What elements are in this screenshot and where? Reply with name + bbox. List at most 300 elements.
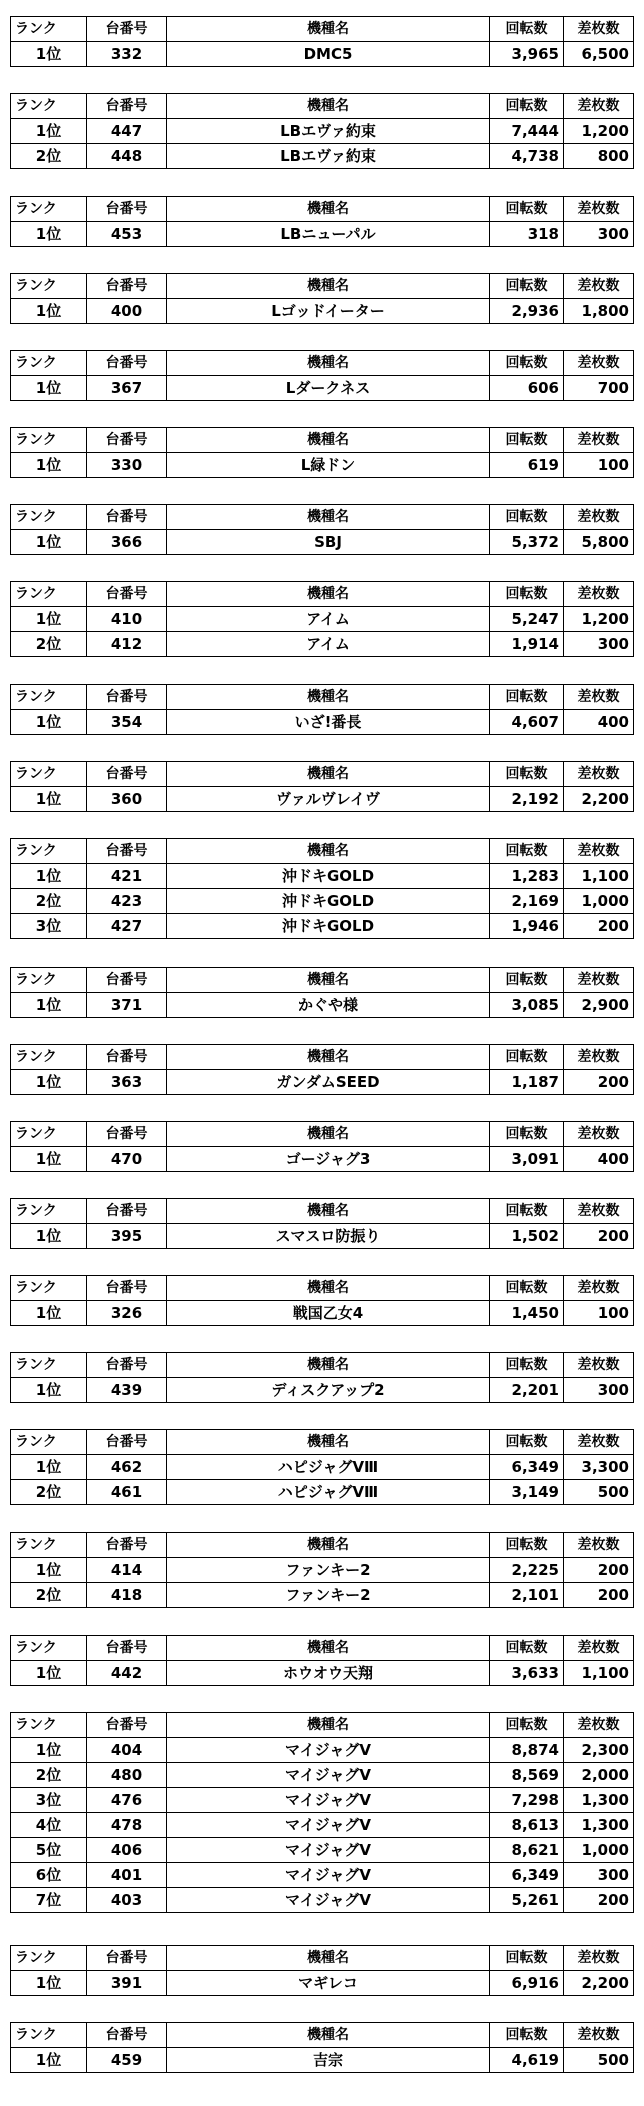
- table-row: [11, 530, 634, 555]
- table-header-row: [11, 17, 634, 42]
- table-row: [11, 787, 634, 812]
- table-row: [11, 1838, 634, 1863]
- header-diff-coins: 差枚数: [564, 1636, 634, 1661]
- header-machine-name: 機種名: [167, 1533, 490, 1558]
- spins-cell: 7,298: [490, 1788, 564, 1813]
- rank-cell: 1位: [11, 1971, 87, 1996]
- table-row: [11, 1763, 634, 1788]
- table-row: [11, 864, 634, 889]
- table-row: [11, 1378, 634, 1403]
- ranking-table: [10, 1121, 634, 1172]
- rank-cell: 2位: [11, 144, 87, 169]
- machine-name-cell: アイム: [167, 607, 490, 632]
- header-unit-number: 台番号: [87, 1636, 167, 1661]
- header-spins: 回転数: [490, 197, 564, 222]
- spins-cell: 5,372: [490, 530, 564, 555]
- rank-cell: 2位: [11, 1763, 87, 1788]
- table-header-row: [11, 1199, 634, 1224]
- header-machine-name: 機種名: [167, 685, 490, 710]
- table-row: [11, 42, 634, 67]
- rank-cell: 1位: [11, 864, 87, 889]
- header-diff-coins: 差枚数: [564, 1276, 634, 1301]
- header-spins: 回転数: [490, 1199, 564, 1224]
- ranking-table: [10, 1635, 634, 1686]
- diff-coins-cell: 2,200: [564, 1971, 634, 1996]
- header-spins: 回転数: [490, 1533, 564, 1558]
- header-rank: ランク: [11, 2023, 87, 2048]
- header-machine-name: 機種名: [167, 839, 490, 864]
- rank-cell: 1位: [11, 1738, 87, 1763]
- header-spins: 回転数: [490, 1276, 564, 1301]
- diff-coins-cell: 2,200: [564, 787, 634, 812]
- table-row: [11, 1738, 634, 1763]
- header-diff-coins: 差枚数: [564, 351, 634, 376]
- ranking-table: [10, 93, 634, 169]
- unit-number-cell: 414: [87, 1558, 167, 1583]
- machine-name-cell: ホウオウ天翔: [167, 1661, 490, 1686]
- header-diff-coins: 差枚数: [564, 1045, 634, 1070]
- header-rank: ランク: [11, 1636, 87, 1661]
- header-diff-coins: 差枚数: [564, 582, 634, 607]
- table-row: [11, 222, 634, 247]
- unit-number-cell: 470: [87, 1147, 167, 1172]
- table-row: [11, 144, 634, 169]
- spins-cell: 2,101: [490, 1583, 564, 1608]
- machine-name-cell: DMC5: [167, 42, 490, 67]
- table-row: [11, 1863, 634, 1888]
- header-unit-number: 台番号: [87, 582, 167, 607]
- rank-cell: 1位: [11, 222, 87, 247]
- header-spins: 回転数: [490, 2023, 564, 2048]
- unit-number-cell: 401: [87, 1863, 167, 1888]
- spins-cell: 7,444: [490, 119, 564, 144]
- ranking-table: [10, 967, 634, 1018]
- machine-name-cell: いざ!番長: [167, 710, 490, 735]
- table-row: [11, 1888, 634, 1913]
- header-diff-coins: 差枚数: [564, 1353, 634, 1378]
- header-machine-name: 機種名: [167, 1713, 490, 1738]
- ranking-table: [10, 684, 634, 735]
- spins-cell: 606: [490, 376, 564, 401]
- ranking-table: [10, 761, 634, 812]
- unit-number-cell: 410: [87, 607, 167, 632]
- rank-cell: 1位: [11, 1558, 87, 1583]
- machine-name-cell: 沖ドキGOLD: [167, 889, 490, 914]
- header-unit-number: 台番号: [87, 685, 167, 710]
- header-spins: 回転数: [490, 505, 564, 530]
- table-header-row: [11, 505, 634, 530]
- header-machine-name: 機種名: [167, 505, 490, 530]
- header-unit-number: 台番号: [87, 1533, 167, 1558]
- unit-number-cell: 462: [87, 1455, 167, 1480]
- table-row: [11, 710, 634, 735]
- rank-cell: 1位: [11, 376, 87, 401]
- ranking-table: [10, 1945, 634, 1996]
- diff-coins-cell: 1,800: [564, 299, 634, 324]
- rank-cell: 2位: [11, 889, 87, 914]
- diff-coins-cell: 1,000: [564, 1838, 634, 1863]
- machine-name-cell: 戦国乙女4: [167, 1301, 490, 1326]
- ranking-table: [10, 504, 634, 555]
- header-unit-number: 台番号: [87, 505, 167, 530]
- header-unit-number: 台番号: [87, 1122, 167, 1147]
- rank-cell: 1位: [11, 2048, 87, 2073]
- table-row: [11, 993, 634, 1018]
- table-row: [11, 119, 634, 144]
- machine-name-cell: ガンダムSEED: [167, 1070, 490, 1095]
- table-header-row: [11, 351, 634, 376]
- diff-coins-cell: 200: [564, 1583, 634, 1608]
- unit-number-cell: 412: [87, 632, 167, 657]
- table-header-row: [11, 2023, 634, 2048]
- machine-name-cell: ハピジャグVⅢ: [167, 1480, 490, 1505]
- table-header-row: [11, 1045, 634, 1070]
- header-machine-name: 機種名: [167, 762, 490, 787]
- header-unit-number: 台番号: [87, 762, 167, 787]
- header-rank: ランク: [11, 685, 87, 710]
- rank-cell: 1位: [11, 787, 87, 812]
- unit-number-cell: 476: [87, 1788, 167, 1813]
- header-diff-coins: 差枚数: [564, 2023, 634, 2048]
- diff-coins-cell: 1,200: [564, 119, 634, 144]
- spins-cell: 5,261: [490, 1888, 564, 1913]
- machine-name-cell: Lダークネス: [167, 376, 490, 401]
- header-rank: ランク: [11, 1199, 87, 1224]
- unit-number-cell: 447: [87, 119, 167, 144]
- ranking-table: [10, 427, 634, 478]
- header-rank: ランク: [11, 197, 87, 222]
- rank-cell: 2位: [11, 1480, 87, 1505]
- unit-number-cell: 403: [87, 1888, 167, 1913]
- diff-coins-cell: 400: [564, 1147, 634, 1172]
- ranking-table: [10, 1712, 634, 1913]
- rank-cell: 1位: [11, 607, 87, 632]
- diff-coins-cell: 300: [564, 1863, 634, 1888]
- unit-number-cell: 448: [87, 144, 167, 169]
- diff-coins-cell: 500: [564, 2048, 634, 2073]
- header-rank: ランク: [11, 1533, 87, 1558]
- table-header-row: [11, 1636, 634, 1661]
- header-diff-coins: 差枚数: [564, 1199, 634, 1224]
- spins-cell: 3,149: [490, 1480, 564, 1505]
- unit-number-cell: 459: [87, 2048, 167, 2073]
- unit-number-cell: 400: [87, 299, 167, 324]
- spins-cell: 8,613: [490, 1813, 564, 1838]
- diff-coins-cell: 6,500: [564, 42, 634, 67]
- table-row: [11, 914, 634, 939]
- header-machine-name: 機種名: [167, 94, 490, 119]
- rank-cell: 1位: [11, 1455, 87, 1480]
- unit-number-cell: 371: [87, 993, 167, 1018]
- diff-coins-cell: 1,300: [564, 1813, 634, 1838]
- table-row: [11, 1558, 634, 1583]
- ranking-table: [10, 1532, 634, 1608]
- spins-cell: 5,247: [490, 607, 564, 632]
- table-header-row: [11, 1276, 634, 1301]
- diff-coins-cell: 200: [564, 1888, 634, 1913]
- table-row: [11, 889, 634, 914]
- rank-cell: 1位: [11, 453, 87, 478]
- diff-coins-cell: 1,100: [564, 864, 634, 889]
- header-unit-number: 台番号: [87, 428, 167, 453]
- unit-number-cell: 418: [87, 1583, 167, 1608]
- table-header-row: [11, 685, 634, 710]
- unit-number-cell: 478: [87, 1813, 167, 1838]
- rank-cell: 1位: [11, 1070, 87, 1095]
- header-spins: 回転数: [490, 274, 564, 299]
- header-machine-name: 機種名: [167, 428, 490, 453]
- rank-cell: 4位: [11, 1813, 87, 1838]
- header-spins: 回転数: [490, 1045, 564, 1070]
- header-machine-name: 機種名: [167, 582, 490, 607]
- rank-cell: 2位: [11, 1583, 87, 1608]
- header-spins: 回転数: [490, 582, 564, 607]
- ranking-table: [10, 1429, 634, 1505]
- rank-cell: 1位: [11, 710, 87, 735]
- unit-number-cell: 439: [87, 1378, 167, 1403]
- machine-name-cell: マイジャグV: [167, 1863, 490, 1888]
- header-rank: ランク: [11, 94, 87, 119]
- table-header-row: [11, 428, 634, 453]
- diff-coins-cell: 200: [564, 1224, 634, 1249]
- header-unit-number: 台番号: [87, 351, 167, 376]
- unit-number-cell: 453: [87, 222, 167, 247]
- unit-number-cell: 360: [87, 787, 167, 812]
- header-spins: 回転数: [490, 1353, 564, 1378]
- header-unit-number: 台番号: [87, 968, 167, 993]
- table-header-row: [11, 1713, 634, 1738]
- header-diff-coins: 差枚数: [564, 94, 634, 119]
- header-unit-number: 台番号: [87, 2023, 167, 2048]
- diff-coins-cell: 200: [564, 1558, 634, 1583]
- rank-cell: 6位: [11, 1863, 87, 1888]
- header-rank: ランク: [11, 839, 87, 864]
- rank-cell: 1位: [11, 1661, 87, 1686]
- header-machine-name: 機種名: [167, 1430, 490, 1455]
- spins-cell: 8,621: [490, 1838, 564, 1863]
- spins-cell: 2,169: [490, 889, 564, 914]
- machine-name-cell: ファンキー2: [167, 1558, 490, 1583]
- spins-cell: 6,916: [490, 1971, 564, 1996]
- rank-cell: 2位: [11, 632, 87, 657]
- diff-coins-cell: 2,000: [564, 1763, 634, 1788]
- table-header-row: [11, 839, 634, 864]
- spins-cell: 4,738: [490, 144, 564, 169]
- diff-coins-cell: 1,200: [564, 607, 634, 632]
- header-diff-coins: 差枚数: [564, 762, 634, 787]
- machine-name-cell: マイジャグV: [167, 1788, 490, 1813]
- header-spins: 回転数: [490, 94, 564, 119]
- header-spins: 回転数: [490, 17, 564, 42]
- header-diff-coins: 差枚数: [564, 1430, 634, 1455]
- diff-coins-cell: 1,100: [564, 1661, 634, 1686]
- ranking-table: [10, 1275, 634, 1326]
- unit-number-cell: 354: [87, 710, 167, 735]
- rank-cell: 3位: [11, 914, 87, 939]
- diff-coins-cell: 1,300: [564, 1788, 634, 1813]
- table-header-row: [11, 762, 634, 787]
- diff-coins-cell: 2,300: [564, 1738, 634, 1763]
- header-machine-name: 機種名: [167, 1636, 490, 1661]
- machine-name-cell: ゴージャグ3: [167, 1147, 490, 1172]
- rank-cell: 1位: [11, 993, 87, 1018]
- header-unit-number: 台番号: [87, 197, 167, 222]
- rank-cell: 3位: [11, 1788, 87, 1813]
- spins-cell: 4,607: [490, 710, 564, 735]
- table-header-row: [11, 1122, 634, 1147]
- unit-number-cell: 423: [87, 889, 167, 914]
- table-row: [11, 1301, 634, 1326]
- header-spins: 回転数: [490, 1713, 564, 1738]
- header-unit-number: 台番号: [87, 17, 167, 42]
- header-diff-coins: 差枚数: [564, 685, 634, 710]
- machine-name-cell: 吉宗: [167, 2048, 490, 2073]
- unit-number-cell: 367: [87, 376, 167, 401]
- diff-coins-cell: 800: [564, 144, 634, 169]
- header-diff-coins: 差枚数: [564, 505, 634, 530]
- table-row: [11, 453, 634, 478]
- spins-cell: 1,914: [490, 632, 564, 657]
- header-spins: 回転数: [490, 1122, 564, 1147]
- spins-cell: 6,349: [490, 1455, 564, 1480]
- table-row: [11, 1147, 634, 1172]
- spins-cell: 1,187: [490, 1070, 564, 1095]
- header-unit-number: 台番号: [87, 94, 167, 119]
- machine-name-cell: SBJ: [167, 530, 490, 555]
- rank-cell: 7位: [11, 1888, 87, 1913]
- table-row: [11, 1788, 634, 1813]
- header-diff-coins: 差枚数: [564, 1946, 634, 1971]
- header-diff-coins: 差枚数: [564, 968, 634, 993]
- header-machine-name: 機種名: [167, 351, 490, 376]
- header-unit-number: 台番号: [87, 274, 167, 299]
- diff-coins-cell: 700: [564, 376, 634, 401]
- table-row: [11, 1480, 634, 1505]
- machine-name-cell: ファンキー2: [167, 1583, 490, 1608]
- table-row: [11, 299, 634, 324]
- unit-number-cell: 366: [87, 530, 167, 555]
- ranking-table: [10, 273, 634, 324]
- diff-coins-cell: 300: [564, 632, 634, 657]
- rank-cell: 1位: [11, 1224, 87, 1249]
- ranking-table: [10, 196, 634, 247]
- header-machine-name: 機種名: [167, 968, 490, 993]
- machine-name-cell: ハピジャグVⅢ: [167, 1455, 490, 1480]
- spins-cell: 1,283: [490, 864, 564, 889]
- spins-cell: 1,450: [490, 1301, 564, 1326]
- table-header-row: [11, 1533, 634, 1558]
- spins-cell: 3,091: [490, 1147, 564, 1172]
- table-row: [11, 1661, 634, 1686]
- header-unit-number: 台番号: [87, 1946, 167, 1971]
- rank-cell: 1位: [11, 1147, 87, 1172]
- header-diff-coins: 差枚数: [564, 274, 634, 299]
- table-header-row: [11, 582, 634, 607]
- machine-name-cell: マイジャグV: [167, 1888, 490, 1913]
- header-spins: 回転数: [490, 1946, 564, 1971]
- diff-coins-cell: 300: [564, 222, 634, 247]
- header-spins: 回転数: [490, 428, 564, 453]
- header-rank: ランク: [11, 1713, 87, 1738]
- diff-coins-cell: 200: [564, 914, 634, 939]
- unit-number-cell: 332: [87, 42, 167, 67]
- header-rank: ランク: [11, 762, 87, 787]
- header-diff-coins: 差枚数: [564, 1122, 634, 1147]
- unit-number-cell: 363: [87, 1070, 167, 1095]
- unit-number-cell: 391: [87, 1971, 167, 1996]
- header-machine-name: 機種名: [167, 1122, 490, 1147]
- diff-coins-cell: 2,900: [564, 993, 634, 1018]
- header-spins: 回転数: [490, 1636, 564, 1661]
- machine-name-cell: かぐや様: [167, 993, 490, 1018]
- spins-cell: 3,085: [490, 993, 564, 1018]
- machine-name-cell: Lゴッドイーター: [167, 299, 490, 324]
- table-header-row: [11, 1946, 634, 1971]
- spins-cell: 619: [490, 453, 564, 478]
- header-rank: ランク: [11, 505, 87, 530]
- header-diff-coins: 差枚数: [564, 197, 634, 222]
- unit-number-cell: 395: [87, 1224, 167, 1249]
- table-header-row: [11, 274, 634, 299]
- table-row: [11, 1224, 634, 1249]
- machine-name-cell: マイジャグV: [167, 1838, 490, 1863]
- header-rank: ランク: [11, 428, 87, 453]
- table-header-row: [11, 1430, 634, 1455]
- spins-cell: 2,201: [490, 1378, 564, 1403]
- header-unit-number: 台番号: [87, 1276, 167, 1301]
- header-unit-number: 台番号: [87, 1045, 167, 1070]
- ranking-table: [10, 16, 634, 67]
- header-spins: 回転数: [490, 839, 564, 864]
- spins-cell: 2,225: [490, 1558, 564, 1583]
- machine-name-cell: マイジャグV: [167, 1813, 490, 1838]
- table-header-row: [11, 1353, 634, 1378]
- header-unit-number: 台番号: [87, 1430, 167, 1455]
- machine-name-cell: ディスクアップ2: [167, 1378, 490, 1403]
- header-machine-name: 機種名: [167, 197, 490, 222]
- header-rank: ランク: [11, 1430, 87, 1455]
- header-spins: 回転数: [490, 1430, 564, 1455]
- spins-cell: 3,633: [490, 1661, 564, 1686]
- unit-number-cell: 421: [87, 864, 167, 889]
- table-row: [11, 1971, 634, 1996]
- rank-cell: 1位: [11, 1301, 87, 1326]
- unit-number-cell: 427: [87, 914, 167, 939]
- table-header-row: [11, 94, 634, 119]
- rank-cell: 1位: [11, 119, 87, 144]
- header-machine-name: 機種名: [167, 1276, 490, 1301]
- rank-cell: 5位: [11, 1838, 87, 1863]
- spins-cell: 8,874: [490, 1738, 564, 1763]
- machine-name-cell: 沖ドキGOLD: [167, 864, 490, 889]
- diff-coins-cell: 400: [564, 710, 634, 735]
- header-rank: ランク: [11, 582, 87, 607]
- header-diff-coins: 差枚数: [564, 17, 634, 42]
- table-row: [11, 607, 634, 632]
- machine-name-cell: マイジャグV: [167, 1763, 490, 1788]
- unit-number-cell: 442: [87, 1661, 167, 1686]
- header-diff-coins: 差枚数: [564, 839, 634, 864]
- header-rank: ランク: [11, 1276, 87, 1301]
- header-spins: 回転数: [490, 351, 564, 376]
- ranking-table: [10, 838, 634, 939]
- header-unit-number: 台番号: [87, 1353, 167, 1378]
- table-row: [11, 1070, 634, 1095]
- diff-coins-cell: 300: [564, 1378, 634, 1403]
- header-rank: ランク: [11, 274, 87, 299]
- unit-number-cell: 406: [87, 1838, 167, 1863]
- header-spins: 回転数: [490, 685, 564, 710]
